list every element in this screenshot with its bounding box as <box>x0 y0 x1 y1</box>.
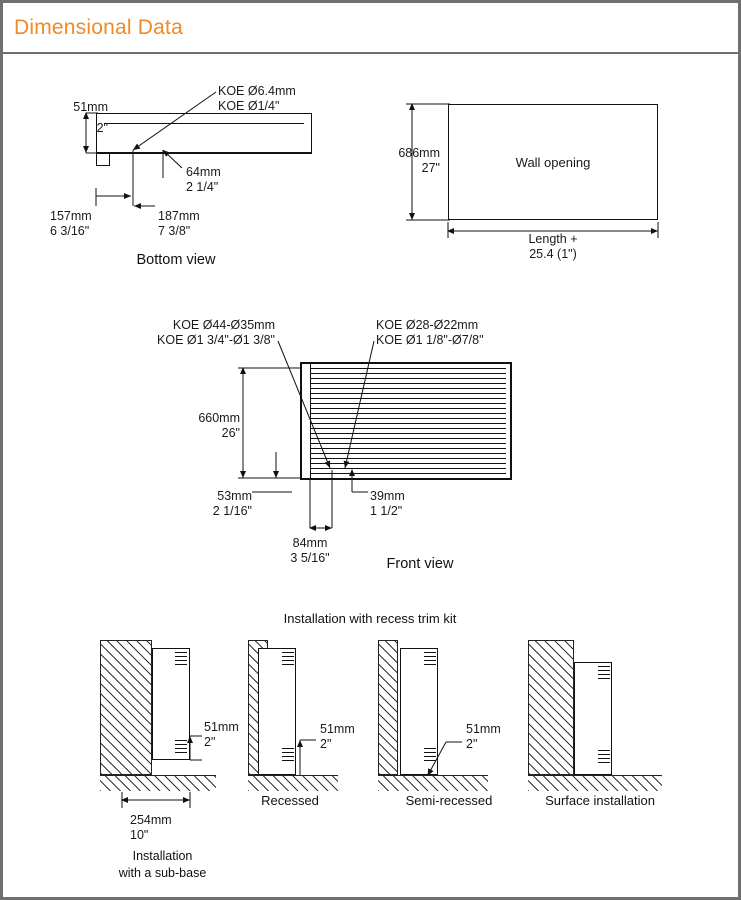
install3-caption-line1: Semi-recessed <box>405 793 493 808</box>
bottom-view-caption: Bottom view <box>136 252 216 268</box>
front-view-left-panel-edge <box>310 362 311 480</box>
bottom-view-inner-line <box>104 123 304 124</box>
bottom-view-dim64-in: 2 1/4" <box>186 180 219 194</box>
wall-opening-width-line1: Length + <box>528 232 578 246</box>
bottom-view-height-in: 2" <box>96 121 108 135</box>
install3-unit-ribs <box>424 652 436 668</box>
front-view-caption: Front view <box>386 556 454 572</box>
wall-opening-width-line2: 25.4 (1") <box>529 247 577 261</box>
install2-caption-line1: Recessed <box>261 793 319 808</box>
bottom-view-dim64-mm: 64mm <box>186 165 221 179</box>
front-view-dim53-mm: 53mm <box>217 489 252 503</box>
install1-unit-ribs-lower <box>175 740 187 756</box>
front-view-right-hole-mm: KOE Ø28-Ø22mm <box>376 318 479 332</box>
installation-heading: Installation with recess trim kit <box>283 611 457 626</box>
wall-opening-height-mm: 686mm <box>398 146 440 160</box>
front-view-right-hole-in: KOE Ø1 1/8"-Ø7/8" <box>376 333 484 347</box>
bottom-view-hole-label-mm: KOE Ø6.4mm <box>218 84 296 98</box>
bottom-view-dim157-in: 6 3/16" <box>50 224 90 238</box>
install2-unit-ribs <box>282 652 294 668</box>
install1-wall <box>100 640 152 775</box>
install1-base-mm: 254mm <box>130 813 172 827</box>
title-underline <box>3 52 738 54</box>
front-view-dim39-in: 1 1/2" <box>370 504 403 518</box>
install1-caption-line1: Installation <box>132 849 193 863</box>
install4-floor <box>528 775 662 791</box>
front-view-left-hole-in: KOE Ø1 3/4"-Ø1 3/8" <box>157 333 275 347</box>
bottom-view-body <box>96 113 312 153</box>
install2-floor <box>248 775 338 791</box>
front-view-height-in: 26" <box>221 426 240 440</box>
page-title: Dimensional Data <box>14 16 183 39</box>
bottom-view-height-mm: 51mm <box>73 100 108 114</box>
bottom-view-dim187-in: 7 3/8" <box>158 224 191 238</box>
bottom-view-left-cap <box>96 153 110 166</box>
install2-dim-in: 2" <box>320 737 332 751</box>
front-view-height-mm: 660mm <box>198 411 240 425</box>
frame-left <box>0 0 3 900</box>
install1-dim-in: 2" <box>204 735 216 749</box>
wall-opening-height-in: 27" <box>421 161 440 175</box>
front-view-dim84-in: 3 5/16" <box>290 551 330 565</box>
install4-wall <box>528 640 574 775</box>
install2-dim-mm: 51mm <box>320 722 355 736</box>
install3-dim-in: 2" <box>466 737 478 751</box>
install3-dim-mm: 51mm <box>466 722 501 736</box>
install1-base-in: 10" <box>130 828 149 842</box>
install2-unit-ribs-lower <box>282 748 294 764</box>
bottom-view-hole-label-in: KOE Ø1/4" <box>218 99 280 113</box>
bottom-view-dim157-mm: 157mm <box>50 209 92 223</box>
wall-opening-label: Wall opening <box>515 155 591 170</box>
front-view-grill <box>310 368 506 474</box>
install1-caption-line2: with a sub-base <box>118 866 207 880</box>
install3-unit-ribs-lower <box>424 748 436 764</box>
front-view-dim84-mm: 84mm <box>292 536 328 550</box>
install4-unit-ribs <box>598 666 610 682</box>
front-view-dim53-in: 2 1/16" <box>212 504 252 518</box>
frame-top <box>0 0 741 3</box>
install1-floor <box>100 775 216 791</box>
front-view-dim39-mm: 39mm <box>370 489 405 503</box>
install3-wall <box>378 640 398 775</box>
bottom-view-bottom-edge <box>110 153 312 154</box>
front-view-left-hole-mm: KOE Ø44-Ø35mm <box>172 318 275 332</box>
install3-floor <box>378 775 488 791</box>
install1-dim-mm: 51mm <box>204 720 239 734</box>
install4-unit-ribs-lower <box>598 750 610 766</box>
install4-caption-line1: Surface installation <box>545 793 655 808</box>
install1-unit-ribs <box>175 652 187 668</box>
bottom-view-dim187-mm: 187mm <box>158 209 200 223</box>
